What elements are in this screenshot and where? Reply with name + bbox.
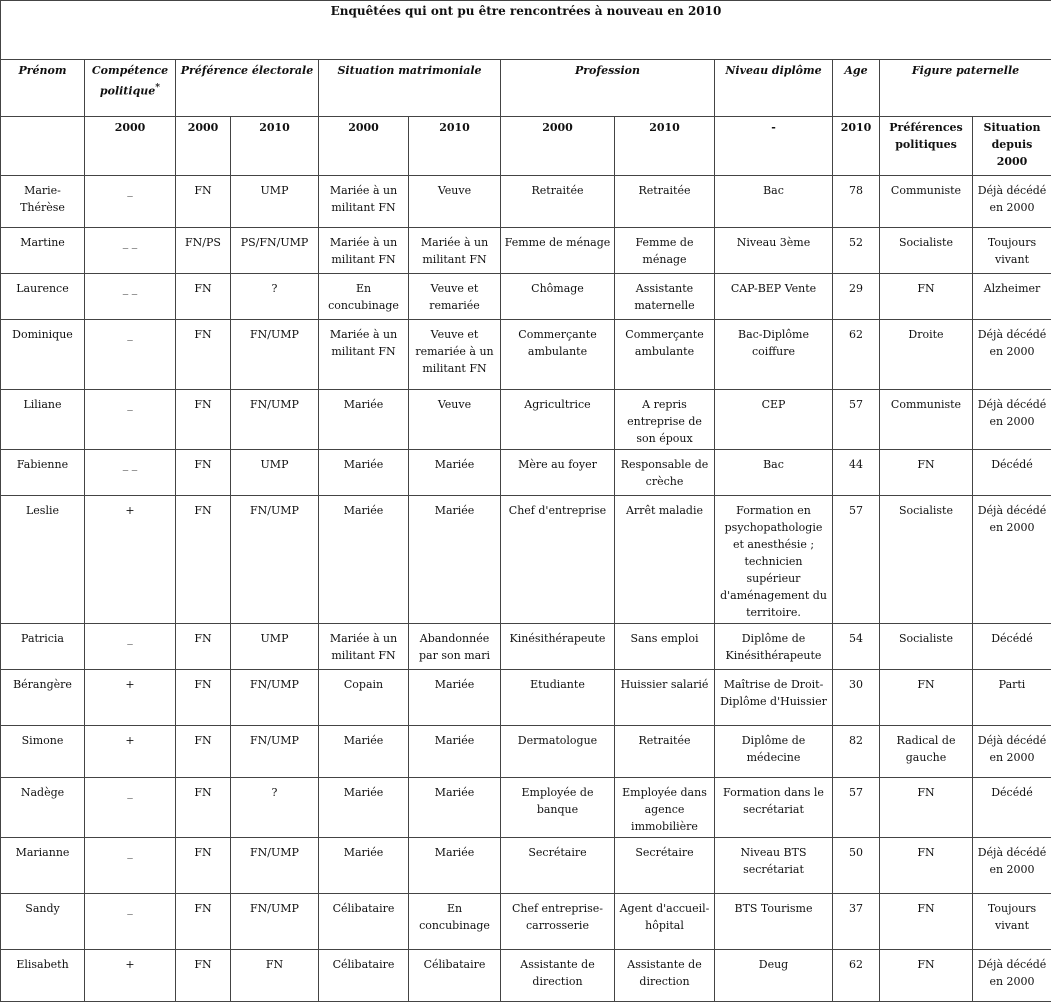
cell-fig-situation: Déjà décédé en 2000 (973, 320, 1051, 390)
cell-fig-preferences: Socialiste (880, 228, 973, 274)
cell-prof-2010: Commerçante ambulante (615, 320, 715, 390)
cell-sit-2000: Mariée (319, 726, 409, 778)
cell-prof-2010: Employée dans agence immobilière (615, 778, 715, 838)
cell-prof-2010: Sans emploi (615, 624, 715, 670)
cell-prof-2000: Employée de banque (501, 778, 615, 838)
cell-prenom: Nadège (1, 778, 85, 838)
cell-pref-2010: FN/UMP (231, 670, 319, 726)
table-row (1, 320, 1051, 390)
cell-sit-2010: Abandonnée par son mari (409, 624, 501, 670)
cell-prof-2010: Huissier salarié (615, 670, 715, 726)
cell-sit-2000: Mariée à un militant FN (319, 624, 409, 670)
cell-age: 37 (833, 894, 880, 950)
cell-prenom: Sandy (1, 894, 85, 950)
cell-prof-2000: Kinésithérapeute (501, 624, 615, 670)
cell-prenom: Patricia (1, 624, 85, 670)
cell-sit-2010: En concubinage (409, 894, 501, 950)
cell-fig-situation: Alzheimer (973, 274, 1051, 320)
cell-prenom: Dominique (1, 320, 85, 390)
cell-sit-2010: Veuve et remariée (409, 274, 501, 320)
footnote-mark: * (155, 82, 160, 93)
cell-diplome: Niveau 3ème (715, 228, 833, 274)
cell-fig-preferences: FN (880, 670, 973, 726)
cell-age: 30 (833, 670, 880, 726)
cell-prenom: Simone (1, 726, 85, 778)
subheader-prof-2000: 2000 (501, 117, 615, 176)
cell-fig-preferences: FN (880, 838, 973, 894)
cell-age: 62 (833, 320, 880, 390)
cell-pref-2010: UMP (231, 450, 319, 496)
cell-pref-2000: FN (176, 778, 231, 838)
cell-fig-preferences: Communiste (880, 390, 973, 450)
table-row (1, 496, 1051, 624)
cell-prof-2000: Agricultrice (501, 390, 615, 450)
cell-prof-2010: Agent d'accueil-hôpital (615, 894, 715, 950)
cell-pref-2000: FN (176, 838, 231, 894)
cell-sit-2000: Mariée (319, 496, 409, 624)
cell-fig-preferences: FN (880, 950, 973, 1002)
cell-pref-2000: FN (176, 450, 231, 496)
cell-fig-situation: Déjà décédé en 2000 (973, 176, 1051, 228)
cell-pref-2000: FN (176, 176, 231, 228)
cell-prof-2000: Mère au foyer (501, 450, 615, 496)
header-figure-paternelle: Figure paternelle (880, 60, 1051, 117)
cell-diplome: CAP-BEP Vente (715, 274, 833, 320)
cell-prof-2010: Femme de ménage (615, 228, 715, 274)
table-row (1, 624, 1051, 670)
cell-fig-preferences: Droite (880, 320, 973, 390)
cell-age: 50 (833, 838, 880, 894)
cell-prof-2000: Femme de ménage (501, 228, 615, 274)
cell-prof-2000: Chef entreprise-carrosserie (501, 894, 615, 950)
cell-pref-2010: FN (231, 950, 319, 1002)
cell-sit-2010: Mariée (409, 496, 501, 624)
cell-age: 57 (833, 496, 880, 624)
header-prenom: Prénom (1, 60, 85, 117)
cell-pref-2010: ? (231, 274, 319, 320)
cell-sit-2000: Mariée (319, 778, 409, 838)
cell-pref-2010: FN/UMP (231, 496, 319, 624)
table-row (1, 390, 1051, 450)
cell-age: 78 (833, 176, 880, 228)
cell-prof-2000: Dermatologue (501, 726, 615, 778)
cell-age: 57 (833, 778, 880, 838)
cell-pref-2000: FN (176, 950, 231, 1002)
cell-pref-2010: UMP (231, 624, 319, 670)
table-title: Enquêtées qui ont pu être rencontrées à nouveau en 2010 (1, 1, 1051, 60)
header-preference: Préférence électorale (176, 60, 319, 117)
sub-header-row (1, 117, 1051, 176)
cell-pref-2000: FN (176, 624, 231, 670)
cell-competence: _ (85, 894, 176, 950)
cell-fig-situation: Déjà décédé en 2000 (973, 950, 1051, 1002)
cell-prof-2000: Chômage (501, 274, 615, 320)
cell-pref-2000: FN (176, 320, 231, 390)
cell-prof-2000: Assistante de direction (501, 950, 615, 1002)
table-row (1, 670, 1051, 726)
cell-fig-situation: Déjà décédé en 2000 (973, 390, 1051, 450)
cell-age: 57 (833, 390, 880, 450)
cell-competence: _ _ (85, 228, 176, 274)
cell-prof-2010: Secrétaire (615, 838, 715, 894)
cell-pref-2000: FN (176, 894, 231, 950)
cell-prenom: Martine (1, 228, 85, 274)
table-row (1, 838, 1051, 894)
table-row (1, 778, 1051, 838)
subheader-pref-2010: 2010 (231, 117, 319, 176)
cell-prof-2010: Retraitée (615, 726, 715, 778)
cell-sit-2010: Veuve (409, 390, 501, 450)
cell-sit-2000: Mariée à un militant FN (319, 320, 409, 390)
cell-prenom: Leslie (1, 496, 85, 624)
cell-fig-preferences: FN (880, 450, 973, 496)
subheader-empty (1, 117, 85, 176)
cell-age: 44 (833, 450, 880, 496)
cell-prof-2000: Etudiante (501, 670, 615, 726)
cell-competence: _ (85, 390, 176, 450)
header-situation: Situation matrimoniale (319, 60, 501, 117)
cell-prof-2000: Retraitée (501, 176, 615, 228)
cell-diplome: Bac-Diplôme coiffure (715, 320, 833, 390)
header-age: Age (833, 60, 880, 117)
cell-diplome: Niveau BTS secrétariat (715, 838, 833, 894)
group-header-row (1, 60, 1051, 117)
cell-sit-2000: Mariée (319, 390, 409, 450)
header-competence: Compétence politique* (85, 60, 176, 117)
cell-sit-2010: Mariée (409, 450, 501, 496)
cell-competence: _ _ (85, 274, 176, 320)
cell-sit-2000: Mariée à un militant FN (319, 228, 409, 274)
cell-sit-2000: Mariée à un militant FN (319, 176, 409, 228)
cell-fig-preferences: FN (880, 894, 973, 950)
cell-prof-2000: Commerçante ambulante (501, 320, 615, 390)
cell-competence: + (85, 950, 176, 1002)
cell-diplome: Deug (715, 950, 833, 1002)
cell-fig-situation: Déjà décédé en 2000 (973, 496, 1051, 624)
cell-fig-situation: Décédé (973, 450, 1051, 496)
cell-diplome: CEP (715, 390, 833, 450)
subheader-sit-2010: 2010 (409, 117, 501, 176)
subheader-diplome: - (715, 117, 833, 176)
cell-competence: _ (85, 838, 176, 894)
cell-prof-2010: Assistante maternelle (615, 274, 715, 320)
cell-competence: _ (85, 176, 176, 228)
table-row (1, 450, 1051, 496)
cell-competence: _ (85, 778, 176, 838)
cell-diplome: Bac (715, 176, 833, 228)
header-profession: Profession (501, 60, 715, 117)
table-row (1, 228, 1051, 274)
cell-competence: + (85, 670, 176, 726)
cell-diplome: Diplôme de Kinésithérapeute (715, 624, 833, 670)
cell-competence: _ (85, 624, 176, 670)
cell-pref-2000: FN/PS (176, 228, 231, 274)
cell-prenom: Laurence (1, 274, 85, 320)
subheader-prof-2010: 2010 (615, 117, 715, 176)
cell-fig-preferences: Communiste (880, 176, 973, 228)
cell-prenom: Bérangère (1, 670, 85, 726)
cell-pref-2000: FN (176, 274, 231, 320)
cell-prof-2010: Assistante de direction (615, 950, 715, 1002)
cell-prenom: Elisabeth (1, 950, 85, 1002)
cell-prof-2000: Secrétaire (501, 838, 615, 894)
cell-sit-2010: Veuve et remariée à un militant FN (409, 320, 501, 390)
cell-sit-2010: Veuve (409, 176, 501, 228)
cell-pref-2000: FN (176, 390, 231, 450)
cell-age: 54 (833, 624, 880, 670)
cell-fig-situation: Déjà décédé en 2000 (973, 838, 1051, 894)
cell-fig-situation: Décédé (973, 778, 1051, 838)
cell-age: 82 (833, 726, 880, 778)
cell-sit-2010: Mariée (409, 670, 501, 726)
table-row (1, 274, 1051, 320)
cell-fig-preferences: Socialiste (880, 624, 973, 670)
subheader-fig-situation: Situation depuis 2000 (973, 117, 1051, 176)
cell-pref-2010: FN/UMP (231, 320, 319, 390)
cell-fig-situation: Toujours vivant (973, 894, 1051, 950)
cell-age: 52 (833, 228, 880, 274)
cell-sit-2000: Célibataire (319, 950, 409, 1002)
subheader-competence-2000: 2000 (85, 117, 176, 176)
cell-fig-situation: Déjà décédé en 2000 (973, 726, 1051, 778)
cell-diplome: BTS Tourisme (715, 894, 833, 950)
cell-sit-2010: Célibataire (409, 950, 501, 1002)
cell-fig-preferences: FN (880, 274, 973, 320)
cell-pref-2000: FN (176, 726, 231, 778)
cell-prenom: Marie-Thérèse (1, 176, 85, 228)
cell-pref-2010: FN/UMP (231, 894, 319, 950)
subheader-fig-preferences: Préférences politiques (880, 117, 973, 176)
cell-sit-2000: Copain (319, 670, 409, 726)
cell-fig-situation: Décédé (973, 624, 1051, 670)
cell-age: 29 (833, 274, 880, 320)
cell-prenom: Liliane (1, 390, 85, 450)
cell-pref-2000: FN (176, 496, 231, 624)
table-row (1, 894, 1051, 950)
cell-sit-2000: Mariée (319, 450, 409, 496)
cell-sit-2010: Mariée (409, 778, 501, 838)
cell-prof-2010: A repris entreprise de son époux (615, 390, 715, 450)
cell-diplome: Bac (715, 450, 833, 496)
subheader-age-2010: 2010 (833, 117, 880, 176)
cell-sit-2010: Mariée (409, 838, 501, 894)
cell-competence: _ _ (85, 450, 176, 496)
table-row (1, 176, 1051, 228)
cell-prof-2010: Responsable de crèche (615, 450, 715, 496)
cell-pref-2010: FN/UMP (231, 838, 319, 894)
title-row (1, 1, 1051, 60)
cell-fig-situation: Parti (973, 670, 1051, 726)
cell-sit-2010: Mariée à un militant FN (409, 228, 501, 274)
cell-fig-preferences: Socialiste (880, 496, 973, 624)
cell-diplome: Diplôme de médecine (715, 726, 833, 778)
header-diplome: Niveau diplôme (715, 60, 833, 117)
cell-sit-2010: Mariée (409, 726, 501, 778)
cell-pref-2010: PS/FN/UMP (231, 228, 319, 274)
cell-fig-situation: Toujours vivant (973, 228, 1051, 274)
cell-diplome: Formation dans le secrétariat (715, 778, 833, 838)
cell-prof-2010: Arrêt maladie (615, 496, 715, 624)
cell-sit-2000: Mariée (319, 838, 409, 894)
subheader-pref-2000: 2000 (176, 117, 231, 176)
cell-prenom: Fabienne (1, 450, 85, 496)
cell-age: 62 (833, 950, 880, 1002)
cell-sit-2000: En concubinage (319, 274, 409, 320)
cell-fig-preferences: FN (880, 778, 973, 838)
cell-diplome: Maîtrise de Droit-Diplôme d'Huissier (715, 670, 833, 726)
cell-fig-preferences: Radical de gauche (880, 726, 973, 778)
cell-pref-2010: FN/UMP (231, 390, 319, 450)
cell-sit-2000: Célibataire (319, 894, 409, 950)
cell-pref-2000: FN (176, 670, 231, 726)
table-row (1, 950, 1051, 1002)
cell-prof-2000: Chef d'entreprise (501, 496, 615, 624)
table-row (1, 726, 1051, 778)
cell-pref-2010: ? (231, 778, 319, 838)
cell-diplome: Formation en psychopathologie et anesthésie ; technicien supérieur d'aménagement du territoire. (715, 496, 833, 624)
cell-prenom: Marianne (1, 838, 85, 894)
subheader-sit-2000: 2000 (319, 117, 409, 176)
cell-competence: + (85, 496, 176, 624)
cell-prof-2010: Retraitée (615, 176, 715, 228)
cell-pref-2010: FN/UMP (231, 726, 319, 778)
cell-pref-2010: UMP (231, 176, 319, 228)
cell-competence: + (85, 726, 176, 778)
cell-competence: _ (85, 320, 176, 390)
